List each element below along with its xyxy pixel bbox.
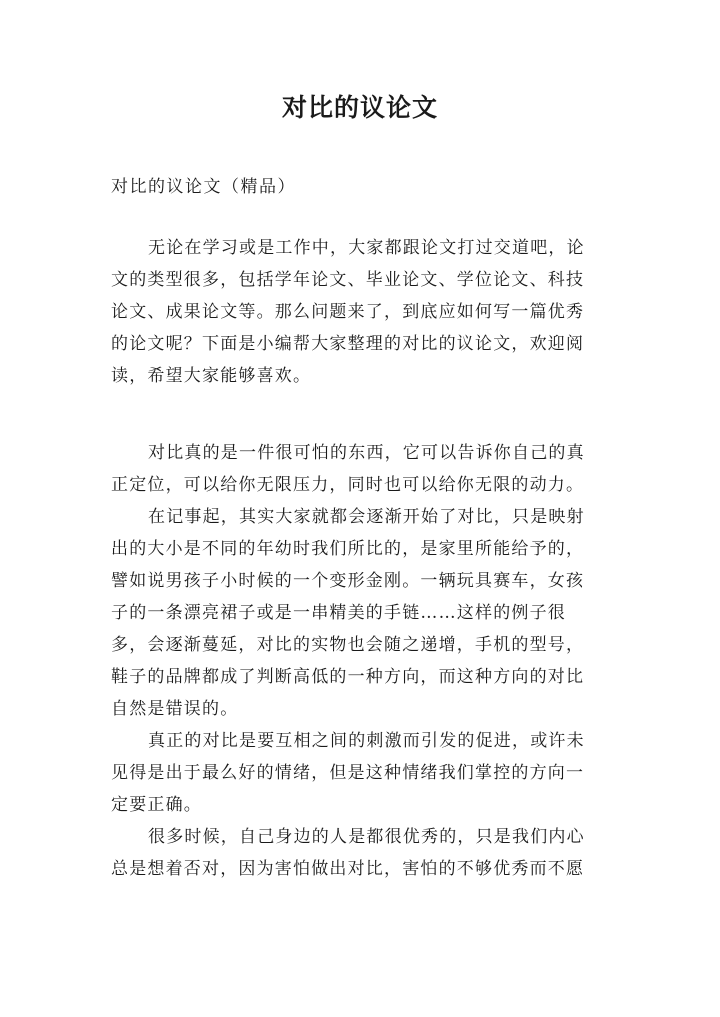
text-line: 论文、成果论文等。那么问题来了，到底应如何写一篇优秀 <box>111 302 585 322</box>
text-line: 对比真的是一件很可怕的东西，它可以告诉你自己的真 <box>148 443 585 463</box>
text-line: 子的一条漂亮裙子或是一串精美的手链……这样的例子很 <box>111 603 566 623</box>
text-line: 见得是出于最么好的情绪，但是这种情绪我们掌控的方向一 <box>111 763 585 783</box>
text-line: 正定位，可以给你无限压力，同时也可以给你无限的动力。 <box>111 475 585 495</box>
intro-paragraph <box>111 232 611 392</box>
text-line: 鞋子的品牌都成了判断高低的一种方向，而这种方向的对比 <box>111 667 585 687</box>
document-subtitle: 对比的议论文（精品） <box>111 177 296 197</box>
text-line: 定要正确。 <box>111 795 202 815</box>
text-line: 出的大小是不同的年幼时我们所比的，是家里所能给予的， <box>111 539 585 559</box>
page-title: 对比的议论文 <box>281 93 438 122</box>
body-text <box>111 437 611 885</box>
text-line: 读，希望大家能够喜欢。 <box>111 366 312 386</box>
text-line: 的论文呢？下面是小编帮大家整理的对比的议论文，欢迎阅 <box>111 334 585 354</box>
text-line: 总是想着否对，因为害怕做出对比，害怕的不够优秀而不愿 <box>111 859 585 879</box>
text-line: 自然是错误的。 <box>111 699 239 719</box>
text-line: 无论在学习或是工作中，大家都跟论文打过交道吧，论 <box>148 238 585 258</box>
text-line: 在记事起，其实大家就都会逐渐开始了对比，只是映射 <box>148 507 585 527</box>
text-line: 譬如说男孩子小时候的一个变形金刚。一辆玩具赛车，女孩 <box>111 571 585 591</box>
text-line: 很多时候，自己身边的人是都很优秀的，只是我们内心 <box>148 827 585 847</box>
text-line: 真正的对比是要互相之间的刺激而引发的促进，或许未 <box>148 731 585 751</box>
text-line: 文的类型很多，包括学年论文、毕业论文、学位论文、科技 <box>111 270 585 290</box>
text-line: 多，会逐渐蔓延，对比的实物也会随之递增，手机的型号， <box>111 635 585 655</box>
